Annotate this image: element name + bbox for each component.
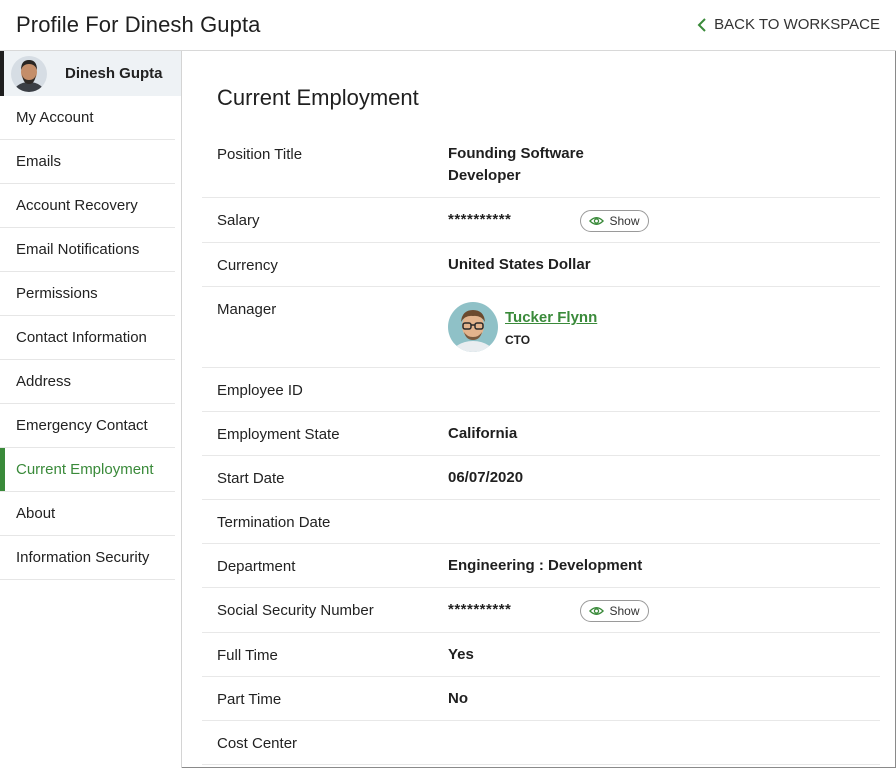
field-value: California (448, 425, 518, 442)
sidebar-item-label: Current Employment (16, 461, 154, 478)
field-value: Yes (448, 646, 474, 663)
field-label: Employee ID (217, 382, 303, 399)
eye-icon (589, 216, 604, 226)
sidebar-item-label: Emails (16, 153, 62, 170)
sidebar-item-label: Contact Information (16, 329, 147, 346)
profile-sidebar (0, 51, 182, 768)
field-row-department (202, 544, 880, 588)
field-label: Social Security Number (217, 602, 374, 619)
sidebar-item-label: About (16, 505, 56, 522)
field-value (448, 143, 584, 187)
manager-name-link[interactable]: Tucker Flynn (505, 309, 598, 326)
field-label: Currency (217, 257, 278, 274)
manager-avatar (448, 302, 498, 352)
sidebar-item-emails[interactable] (0, 140, 175, 184)
chevron-left-icon (695, 17, 711, 33)
sidebar-item-address[interactable] (0, 360, 175, 404)
show-button-label: Show (609, 604, 640, 618)
employment-fields (202, 132, 880, 765)
sidebar-item-account-recovery[interactable] (0, 184, 175, 228)
field-row-termination-date (202, 500, 880, 544)
sidebar-user-name: Dinesh Gupta (65, 65, 163, 82)
show-salary-button[interactable] (580, 210, 649, 232)
field-row-currency (202, 243, 880, 287)
field-label: Start Date (217, 470, 285, 487)
field-value: 06/07/2020 (448, 469, 524, 486)
sidebar-item-emergency-contact[interactable] (0, 404, 175, 448)
field-label: Employment State (217, 426, 340, 443)
back-to-workspace-link[interactable] (695, 16, 880, 33)
page-header (0, 0, 896, 51)
field-value-line: Founding Software (448, 145, 584, 162)
sidebar-item-my-account[interactable] (0, 96, 175, 140)
masked-value: ********** (448, 211, 512, 228)
user-avatar (11, 56, 47, 92)
field-label: Salary (217, 212, 260, 229)
field-row-start-date (202, 456, 880, 500)
field-value: No (448, 690, 468, 707)
masked-value: ********** (448, 601, 512, 618)
page-title: Profile For Dinesh Gupta (16, 12, 261, 37)
field-row-employee-id (202, 368, 880, 412)
sidebar-item-email-notifications[interactable] (0, 228, 175, 272)
field-value: Engineering : Development (448, 557, 643, 574)
field-row-cost-center (202, 721, 880, 765)
field-row-part-time (202, 677, 880, 721)
sidebar-item-label: Email Notifications (16, 241, 140, 258)
sidebar-item-label: Information Security (16, 549, 150, 566)
field-row-ssn (202, 588, 880, 633)
section-title: Current Employment (217, 85, 419, 110)
sidebar-item-label: My Account (16, 109, 94, 126)
field-row-employment-state (202, 412, 880, 456)
sidebar-item-label: Permissions (16, 285, 98, 302)
field-label: Cost Center (217, 735, 298, 752)
sidebar-item-information-security[interactable] (0, 536, 175, 580)
sidebar-item-label: Account Recovery (16, 197, 138, 214)
field-label: Manager (217, 301, 277, 318)
sidebar-item-about[interactable] (0, 492, 175, 536)
sidebar-item-permissions[interactable] (0, 272, 175, 316)
field-row-salary (202, 198, 880, 243)
field-label: Department (217, 558, 296, 575)
field-label: Full Time (217, 647, 278, 664)
show-button-label: Show (609, 214, 640, 228)
sidebar-item-label: Emergency Contact (16, 417, 148, 434)
field-value-line: Developer (448, 167, 521, 184)
sidebar-item-current-employment[interactable] (0, 448, 175, 492)
sidebar-item-label: Address (16, 373, 72, 390)
show-ssn-button[interactable] (580, 600, 649, 622)
back-to-workspace-label: BACK TO WORKSPACE (714, 16, 880, 33)
sidebar-user[interactable] (0, 51, 181, 96)
field-row-manager (202, 287, 880, 368)
field-row-position-title (202, 132, 880, 198)
eye-icon (589, 606, 604, 616)
manager-role: CTO (505, 333, 531, 347)
field-label: Position Title (217, 146, 303, 163)
field-label: Termination Date (217, 514, 331, 531)
sidebar-item-contact-information[interactable] (0, 316, 175, 360)
field-value: United States Dollar (448, 256, 591, 273)
field-label: Part Time (217, 691, 282, 708)
field-row-full-time (202, 633, 880, 677)
